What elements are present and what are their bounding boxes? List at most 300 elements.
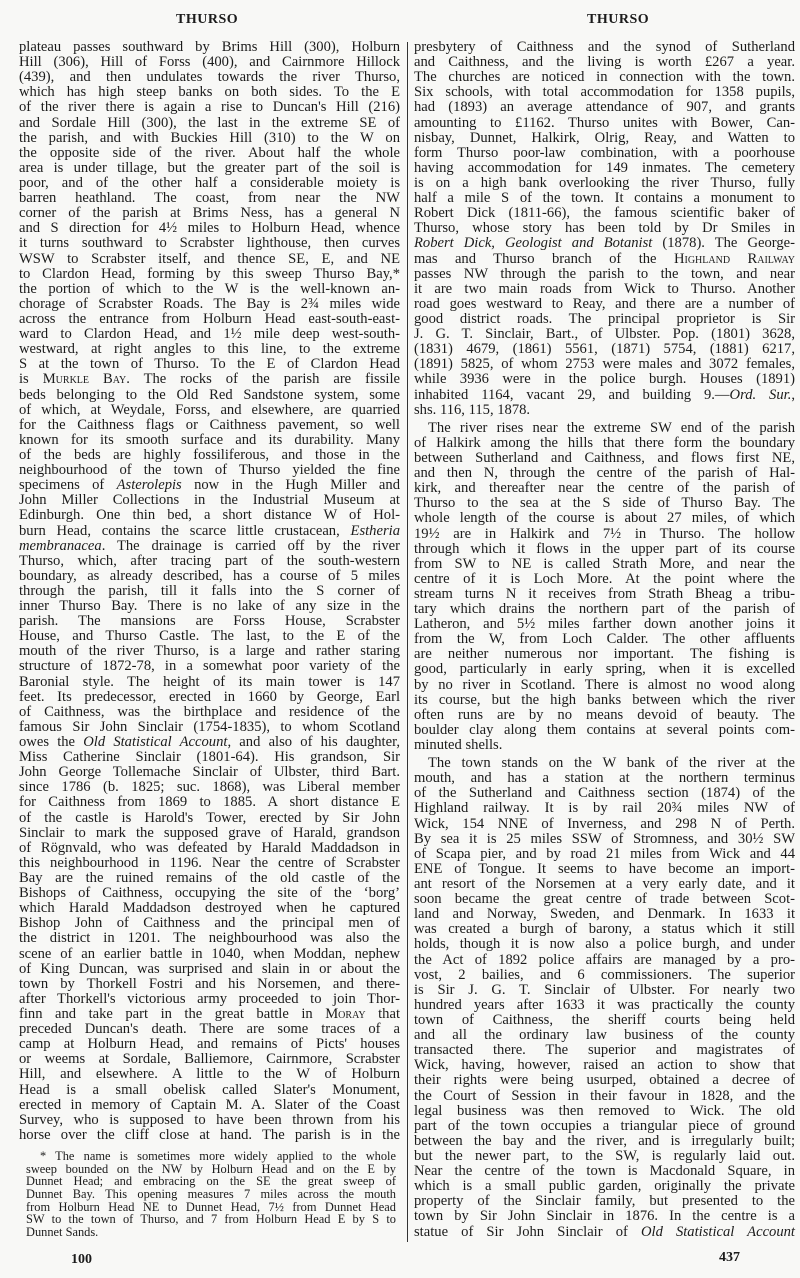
text-segment: between Sutherland and Caithness, and flows first NE, [414,449,795,466]
text-line [19,191,400,206]
text-segment: form Thurso poor-law combination, with a poorhouse [414,144,795,161]
text-line [414,602,795,617]
text-segment: between the bay and the river, and is irregularly built; [414,1132,795,1149]
text-line [19,720,400,735]
text-line [19,705,400,720]
text-line [19,584,400,599]
italic-text: membranacea [19,537,102,554]
text-segment: ant resort of the Norsemen at a very early date, and it [414,876,795,893]
running-header-left: THURSO [176,12,239,27]
text-line [414,738,795,753]
text-segment: specimens of [19,477,117,494]
text-segment: statue of Sir John Sinclair of [414,1223,641,1240]
text-line [414,1104,795,1119]
text-line [19,236,400,251]
text-segment: which has high steep banks on both sides. To the E [19,84,400,101]
text-segment: that [365,1006,400,1022]
text-segment: now in the Hugh Miller and [181,477,400,494]
text-line [414,998,795,1013]
text-line [414,388,795,403]
small-caps-text: Moray [325,1006,366,1022]
text-segment: plateau passes southward by Brims Hill (300), Holburn [19,39,400,55]
text-segment: half a mile S of the town. It contains a monument to [414,190,795,207]
text-segment: chorage of Scrabster Roads. The Bay is 2¾ miles wide [19,295,400,312]
text-line [19,403,400,418]
text-segment: horse over the cliff close at hand. The parish is in the [19,1126,400,1143]
text-segment: across the entrance from Holburn Head east-south-east- [19,310,400,327]
text-segment: erected in memory of Captain M. A. Slater of the Coast [19,1096,400,1113]
text-segment: and all the ordinary law business of the county [414,1027,795,1044]
text-line [414,1073,795,1088]
text-line [414,1089,795,1104]
text-line [19,85,400,100]
text-line [414,206,795,221]
text-line [414,85,795,100]
text-segment: SW to the town of Thurso, and 7 from Holburn Head E by S to [26,1212,396,1227]
text-segment: Miss Catherine Sinclair (1801-64). His grandson, Sir [19,749,400,766]
text-line [19,675,400,690]
text-line [414,937,795,952]
text-segment: holds, though it is now also a police burgh, and under [414,936,795,953]
text-line [19,795,400,810]
text-line [19,388,400,403]
text-line [414,907,795,922]
text-segment: the Court of Session in their favour in 1828, and the [414,1087,795,1104]
text-line [414,786,795,801]
text-segment: this neighbourhood in 1196. Near the centre of Scrabster [19,854,400,871]
text-segment: and Caithness, and the living is worth £267 a year. [414,54,795,71]
text-segment: the parish, and with Buckies Hill (310) to the W on [19,129,400,146]
text-line [414,1119,795,1134]
text-segment: . The rocks of the parish are fissile [126,371,400,388]
text-line [19,282,400,297]
text-line [414,161,795,176]
text-segment: of which, at Weydale, Forss, and elsewhere, are quarried [19,401,400,418]
text-segment: land and Norway, Sweden, and Denmark. In 1633 it [414,906,795,923]
text-line [19,856,400,871]
text-line [19,493,400,508]
text-line [19,357,400,372]
footnote [26,1150,396,1239]
text-segment: through the parish, till it falls into the S corner of [19,582,400,599]
text-segment: (1891) 5825, of whom 2753 were males and 3072 females, [414,356,795,373]
text-line [19,871,400,886]
text-segment: poor, and of the other half a considerable moiety is [19,174,400,191]
text-segment: the opposite side of the river. About half the whole [19,144,400,161]
text-line [414,327,795,342]
text-segment: preceded Duncan's death. There are some traces of a [19,1021,400,1038]
text-line [19,312,400,327]
text-line [414,953,795,968]
text-line [19,131,400,146]
text-segment: Six schools, with total accommodation for 1358 pupils, [414,84,795,101]
italic-text: Robert Dick, Geologist and Botanist [414,235,653,252]
text-line [414,511,795,526]
text-segment: had (1893) an average attendance of 907, and grants [414,99,795,116]
text-segment: The town stands on the W bank of the river at the [428,755,795,772]
text-line [414,832,795,847]
text-segment: Dunnet Bay. This opening measures 7 miles across the mouth [26,1187,396,1202]
text-segment: J. G. T. Sinclair, Bart., of Ulbster. Pop. (1801) 3628, [414,326,795,343]
text-segment: westward, at right angles to this line, to the extreme [19,341,400,358]
text-segment: neighbourhood of the town of Thurso yielded the fine [19,462,400,479]
text-line [414,116,795,131]
left-column [19,40,400,1143]
text-segment: barren heathland. The coast, from near the NW [19,190,400,207]
text-segment: soon became the great centre of trade between Scot- [414,891,795,908]
text-line [19,644,400,659]
text-segment: Latheron, and 5½ miles farther down another joins it [414,616,795,633]
text-segment: , and also of his daughter, [227,734,400,751]
text-line [414,1028,795,1043]
text-segment: boundary, as already described, has a course of 5 miles [19,567,400,584]
text-line [414,55,795,70]
text-segment: beds belonging to the Old Red Sandstone system, some [19,386,400,403]
text-line [19,418,400,433]
text-segment: S at the town of Thurso. To the E of Clardon Head [19,356,400,373]
text-line [414,922,795,937]
text-segment: after Thorkell's victorious army proceeded to join Thor- [19,990,400,1007]
text-line [19,977,400,992]
text-segment: of Rögnvald, who was defeated by Harald Maddadson in [19,839,400,856]
text-line [19,569,400,584]
text-line [19,614,400,629]
text-line [414,877,795,892]
text-segment: corner of the parish at Brims Ness, has a general N [19,205,400,222]
text-line [19,40,400,55]
text-segment: good, particularly in early spring, when it is excelled [414,661,795,678]
text-segment: Wick, 154 NNE of Inverness, and 298 N of Perth. [414,815,795,832]
text-segment: mouth, and has a station at the northern terminus [414,770,795,787]
column-divider [407,42,408,1242]
text-line [19,116,400,131]
text-line [19,901,400,916]
text-segment: but the newer part, to the SW, is regularly laid out. [414,1147,795,1164]
text-line [19,916,400,931]
text-segment: from the W, from Loch Calder. The other affluents [414,631,795,648]
text-segment: * The name is sometimes more widely applied to the whole [40,1149,396,1163]
text-line [414,572,795,587]
text-segment: kirk, and thereafter near the centre of the parish of [414,480,795,497]
text-segment: House, and Thurso Castle. The last, to the E of the [19,628,400,645]
text-line [19,886,400,901]
text-segment: sweep bounded on the NW by Holburn Head and on the E by [26,1161,396,1176]
text-line [19,478,400,493]
text-line [19,659,400,674]
text-line [19,539,400,554]
text-segment: while 3936 were in the police burgh. Houses (1891) [414,371,795,388]
text-segment: for Caithness from 1869 to 1885. A short distance E [19,794,400,811]
text-line [414,587,795,602]
text-segment: of Caithness, was the birthplace and residence of the [19,703,400,720]
text-line [414,662,795,677]
text-segment: of the Sutherland and Caithness section (1874) of the [414,785,795,802]
text-segment: its course, but the high banks between which the river [414,691,795,708]
text-segment: from Holburn Head NE to Dunnet Head, 7½ from Dunnet Head [26,1199,396,1214]
text-line [19,161,400,176]
small-caps-text: Highland Railway [673,250,795,267]
text-segment: Robert Dick (1811-66), the famous scientific baker of [414,205,795,222]
text-line [414,176,795,191]
text-segment: town by Sir John Sinclair in 1876. In the centre is a [414,1208,795,1225]
text-segment: their rights were being usurped, obtained a decree of [414,1072,795,1089]
text-segment: hundred years after 1633 it was practically the county [414,996,795,1013]
italic-text: Asterolepis [116,477,182,494]
text-line [414,693,795,708]
text-segment: Survey, who is supposed to have been thrown from his [19,1111,400,1128]
text-segment: John George Tollemache Sinclair of Ulbster, third Bart. [19,764,400,781]
text-segment: the district in 1201. The neighbourhood was also the [19,930,400,947]
text-segment: of the river there is again a rise to Duncan's Hill (216) [19,99,400,116]
text-segment: camp at Holburn Head, and remains of Picts' houses [19,1036,400,1053]
text-line [19,448,400,463]
text-segment: of the beds are highly fossiliferous, and those in the [19,446,400,463]
text-segment: the Act of 1892 police affairs are managed by a pro- [414,951,795,968]
text-segment: Hill, and elsewhere. A little to the W of Holburn [19,1066,400,1083]
text-line [26,1226,396,1239]
text-segment: The river rises near the extreme SW end of the parish [428,419,795,436]
text-line [19,252,400,267]
text-line [19,342,400,357]
text-segment: inner Thurso Bay. There is no lake of any size in the [19,598,400,615]
text-segment: through which it flows in the upper part of its course [414,540,795,557]
text-line [19,826,400,841]
text-segment: boulder clay along them contains at several points com- [414,721,795,738]
text-line [19,146,400,161]
text-segment: Dunnet Head; and embracing on the SE the great sweep of [26,1174,396,1189]
text-line [414,542,795,557]
text-line [19,599,400,614]
text-line [19,463,400,478]
text-segment: stream turns N it receives from Strath Bheag a tribu- [414,585,795,602]
running-header-right: THURSO [587,12,650,27]
text-segment: (1831) 4679, (1861) 5561, (1871) 5754, (1881) 6217, [414,341,795,358]
text-line [19,780,400,795]
text-segment: owes the [19,734,84,751]
text-line [414,403,795,418]
text-segment: John Miller Collections in the Industrial Museum at [19,492,400,509]
text-line [19,55,400,70]
text-line [414,1209,795,1224]
text-segment: WSW to Scrabster itself, and thence SE, E, and NE [19,250,400,267]
text-segment: known for its smooth surface and its durability. Many [19,431,400,448]
text-segment: burn Head, contains the scarce little crustacean, [19,522,351,539]
text-segment: good district roads. The principal proprietor is Sir [414,310,795,327]
text-line [414,847,795,862]
text-line [19,811,400,826]
text-line [414,267,795,282]
text-line [414,481,795,496]
text-line [19,70,400,85]
text-segment: of Scapa pier, and by road 21 miles from Wick and 44 [414,845,795,862]
text-line [414,968,795,983]
text-line [414,40,795,55]
text-line [414,496,795,511]
text-segment: feet. Its predecessor, erected in 1660 by George, Earl [19,688,400,705]
text-line [19,297,400,312]
text-line [414,756,795,771]
text-line [414,297,795,312]
text-line [19,841,400,856]
italic-text: Ord. Sur. [729,386,792,403]
text-segment: famous Sir John Sinclair (1754-1835), to whom Scotland [19,718,400,735]
text-line [414,436,795,451]
text-segment: Bay are the ruined remains of the old castle of the [19,870,400,887]
text-segment: by no river in Scotland. There is almost no wood along [414,676,795,693]
text-segment: . The drainage is carried off by the river [101,537,400,554]
text-segment: finn and take part in the great battle in [19,1006,326,1022]
text-line [19,1007,400,1022]
text-segment: tary which drains the northern part of the parish of [414,601,795,618]
text-segment: presbytery of Caithness and the synod of Sutherland [414,39,795,55]
text-segment: since 1786 (b. 1825; suc. 1868), was Liberal member [19,779,400,796]
text-segment: Near the centre of the town is Macdonald Square, in [414,1163,795,1180]
text-line [414,70,795,85]
text-segment: mouth of the river Thurso, is a large and rather staring [19,643,400,660]
text-line [19,962,400,977]
text-line [414,801,795,816]
text-line [19,206,400,221]
text-segment: for the Caithness flags or Caithness pavement, so well [19,416,400,433]
text-segment: to Clardon Head, forming by this sweep Thurso Bay,* [19,265,400,282]
text-segment: minuted shells. [414,737,503,754]
text-line [414,282,795,297]
text-segment: is [19,371,43,388]
text-segment: and S direction for 4½ miles to Holburn Head, whence [19,220,400,237]
text-line [414,146,795,161]
text-segment: the portion of which to the W is the well-known an- [19,280,400,297]
text-line [19,992,400,1007]
text-segment: Highland railway. It is by rail 20¾ miles NW of [414,800,795,817]
text-line [414,632,795,647]
text-line [414,527,795,542]
text-line [19,1037,400,1052]
text-line [414,723,795,738]
text-line [414,131,795,146]
text-segment: Baronial style. The height of its main tower is 147 [19,673,400,690]
text-line [19,765,400,780]
text-segment: ward to Clardon Head, and 1½ mile deep west-south- [19,326,400,343]
text-line [414,1058,795,1073]
text-segment: of King Duncan, was surprised and slain in or about the [19,960,400,977]
text-segment: are neither numerous nor important. The fishing is [414,646,795,663]
text-line [19,735,400,750]
text-line [414,892,795,907]
text-line [414,557,795,572]
text-line [19,508,400,523]
text-line [414,342,795,357]
text-segment: often runs are by no means devoid of beauty. The [414,706,795,723]
text-segment: road goes westward to Reay, and there are a number of [414,295,795,312]
text-segment: mas and Thurso branch of the [414,250,674,267]
text-line [414,647,795,662]
text-segment: it are two main roads from Wick to Thurso. Another [414,280,795,297]
text-segment: ENE of Tongue. It seems to have become an import- [414,860,795,877]
page-number-right: 437 [719,1250,740,1265]
text-line [19,524,400,539]
text-segment: which is a small public garden, originally the private [414,1178,795,1195]
text-segment: and then N, through the centre of the parish of Hal- [414,465,795,482]
text-segment: having accommodation for 149 inmates. The cemetery [414,159,795,176]
text-line [414,421,795,436]
text-line [414,466,795,481]
text-line [414,1013,795,1028]
text-segment: is Sir J. G. T. Sinclair of Ulbster. For nearly two [414,981,795,998]
text-segment: it turns southward to Scrabster lighthouse, then curves [19,235,400,252]
text-segment: Sinclair to mark the supposed grave of Harald, grandson [19,824,400,841]
text-line [19,1067,400,1082]
text-line [19,1128,400,1143]
text-segment: The churches are noticed in connection with the town. [414,69,795,86]
text-segment: legal business was then removed to Wick. The old [414,1102,795,1119]
text-line [414,1164,795,1179]
text-segment: , [791,386,796,403]
text-line [19,690,400,705]
text-line [19,100,400,115]
text-segment: Bishop John of Caithness and the principal men of [19,915,400,932]
text-line [414,1134,795,1149]
text-line [19,1052,400,1067]
text-segment: is on a high bank overlooking the river Thurso, fully [414,174,795,191]
text-line [414,817,795,832]
text-segment: Edinburgh. One thin bed, a short distance W of Hol- [19,507,400,524]
text-line [414,862,795,877]
text-segment: nisbay, Dunnet, Halkirk, Olrig, Reay, and Watten to [414,129,795,146]
text-line [19,176,400,191]
text-line [19,629,400,644]
text-line [19,267,400,282]
text-segment: and Sordale Hill (300), the last in the extreme SE of [19,114,400,131]
text-line [19,931,400,946]
text-line [414,236,795,251]
text-line [19,221,400,236]
text-segment: amounting to £1162. Thurso unites with Bower, Can- [414,114,795,131]
text-line [414,983,795,998]
italic-text: Estheria [350,522,400,539]
text-segment: area is under tillage, but the greater part of the soil is [19,159,400,176]
text-segment: town of Caithness, the sheriff courts being held [414,1012,795,1028]
text-segment: Bishops of Caithness, occupying the site of the ‘borg’ [19,885,400,902]
text-line [414,708,795,723]
text-segment: passes NW through the parish to the town, and near [414,265,795,282]
text-line [414,1043,795,1058]
text-segment: part of the town occupies a triangular piece of ground [414,1117,795,1134]
text-line [19,947,400,962]
text-line [19,327,400,342]
text-segment: (439), and then undulates towards the river Thurso, [19,69,400,86]
text-line [414,100,795,115]
text-segment: centre of it is Loch More. At the point where the [414,570,795,587]
text-line [414,1149,795,1164]
text-segment: inhabited 1164, vacant 29, and building 9.— [414,386,730,403]
text-line [414,252,795,267]
text-segment: Wick, having, however, raised an action to show that [414,1057,795,1074]
text-segment: parish. The mansions are Forss House, Scrabster [19,613,400,630]
text-segment: 19½ are in Halkirk and 7½ in Thurso. The hollow [414,525,795,542]
text-line [19,554,400,569]
text-segment: Head is a small obelisk called Slater's Monument, [19,1081,400,1098]
text-line [414,221,795,236]
text-segment: scene of an earlier battle in 1040, when Moddan, nephew [19,945,400,962]
text-segment: or weems at Sordale, Balliemore, Cairnmore, Scrabster [19,1051,400,1068]
text-line [19,372,400,387]
text-segment: property of the Sinclair family, but presented to the [414,1193,795,1210]
text-line [414,1194,795,1209]
text-line [414,451,795,466]
text-segment: which Harald Maddadson destroyed when he captured [19,900,400,917]
text-line [414,1225,795,1240]
text-line [19,750,400,765]
